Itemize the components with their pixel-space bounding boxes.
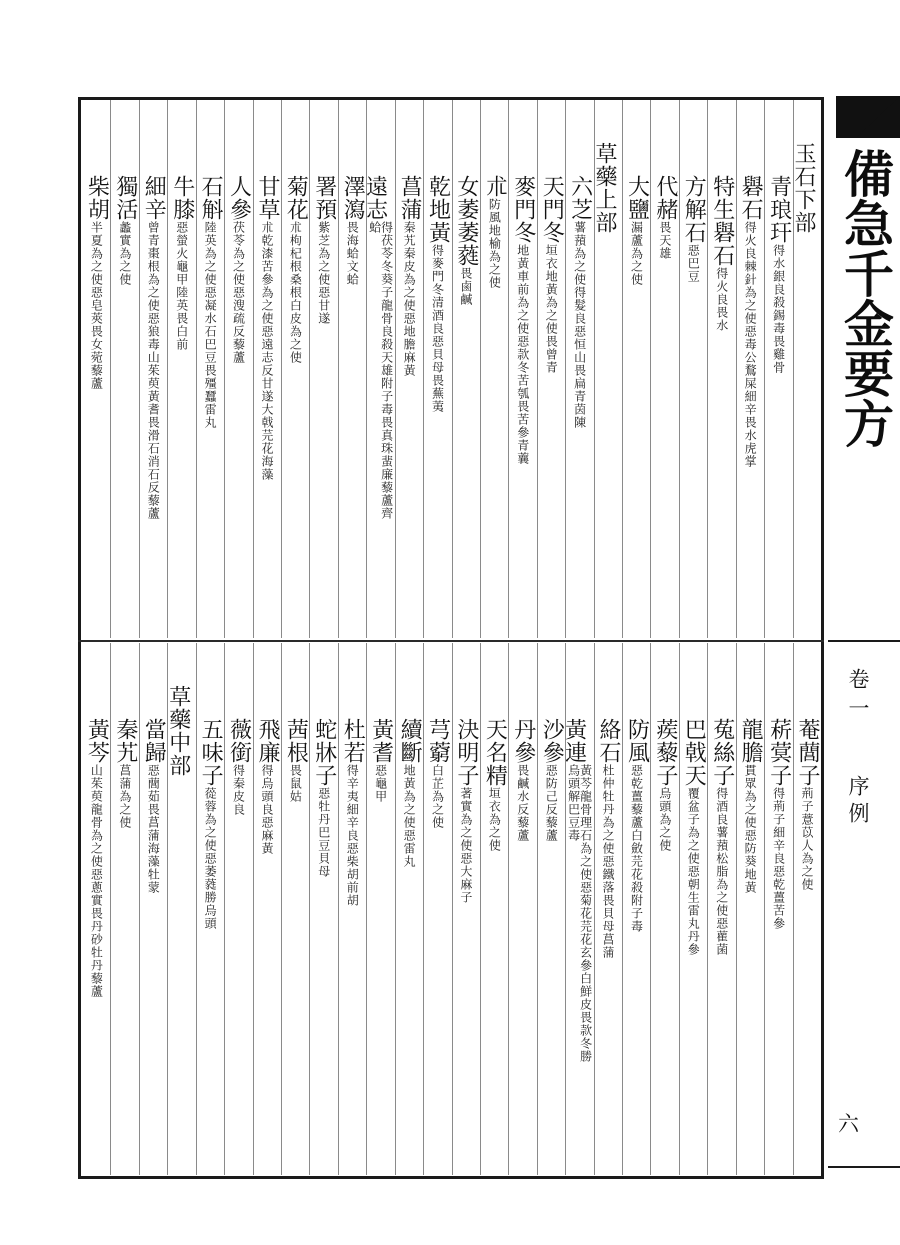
drug-entry	[340, 175, 364, 286]
column-rule	[793, 643, 794, 1175]
column-rule	[622, 100, 623, 638]
entry-annotation: 惡牡丹巴豆貝母	[316, 787, 331, 878]
column-rule	[508, 100, 509, 638]
entry-annotation: 畏鹵鹹	[458, 267, 473, 306]
entry-annotation: 得酒良薯蕷松脂為之使惡雚菌	[714, 787, 729, 956]
entry-name: 絡石	[596, 718, 622, 764]
column-rule	[565, 100, 566, 638]
drug-entry	[766, 718, 790, 930]
category-heading	[790, 142, 819, 234]
entry-annotation: 惡巴豆	[686, 244, 701, 283]
entry-name: 柴胡	[84, 175, 110, 221]
entry-name: 秦艽	[112, 718, 138, 764]
column-rule	[110, 100, 111, 638]
drug-entry	[198, 718, 222, 930]
drug-entry	[652, 718, 676, 852]
entry-annotation: 菖蒲為之使	[117, 764, 132, 829]
entry-annotation: 畏海蛤文蛤	[345, 221, 360, 286]
drug-entry	[397, 175, 421, 377]
entry-name: 甘草	[254, 175, 280, 221]
entry-annotation: 黃芩龍骨理石為之使惡菊花芫花玄參白鮮皮畏款冬勝烏頭解巴豆毒	[566, 764, 593, 1063]
column-rule	[764, 100, 765, 638]
entry-name: 人參	[226, 175, 252, 221]
column-rule	[395, 643, 396, 1175]
entry-name: 天名精	[482, 718, 508, 787]
drug-entry	[340, 718, 364, 907]
column-rule	[594, 643, 595, 1175]
drug-entry	[311, 718, 335, 878]
entry-name: 大鹽	[624, 175, 650, 221]
entry-annotation: 蓯蓉為之使惡萎蕤勝烏頭	[203, 787, 218, 930]
column-rule	[139, 643, 140, 1175]
drug-entry	[141, 175, 165, 520]
entry-name: 牛膝	[169, 175, 195, 221]
drug-entry	[112, 718, 136, 829]
drug-entry	[198, 175, 222, 429]
column-rule	[196, 100, 197, 638]
column-rule	[366, 100, 367, 638]
entry-annotation: 貫眾為之使惡防葵地黃	[743, 764, 758, 894]
drug-entry	[226, 718, 250, 816]
entry-annotation: 垣衣為之使	[487, 787, 502, 852]
drug-entry	[311, 175, 335, 325]
book-title: 備急千金要方	[836, 148, 895, 448]
entry-annotation: 得麥門冬清酒良惡貝母畏蕪荑	[430, 244, 445, 413]
drug-entry	[112, 175, 136, 286]
margin-divider-top	[828, 640, 900, 642]
column-rule	[423, 643, 424, 1175]
drug-entry	[425, 718, 449, 829]
column-rule	[309, 643, 310, 1175]
drug-entry	[454, 175, 478, 306]
entry-name: 獨活	[112, 175, 138, 221]
entry-name: 當歸	[141, 718, 167, 764]
column-rule	[594, 100, 595, 638]
drug-entry	[362, 175, 394, 521]
drug-entry	[84, 175, 108, 390]
column-rule	[253, 100, 254, 638]
drug-entry	[255, 718, 279, 855]
entry-name: 茜根	[283, 718, 309, 764]
entry-annotation: 朮乾漆苦參為之使惡遠志反甘遂大戟芫花海藻	[259, 221, 274, 481]
entry-annotation: 半夏為之使惡皂莢畏女菀藜蘆	[89, 221, 104, 390]
drug-entry	[709, 718, 733, 956]
column-rule	[395, 100, 396, 638]
column-rule	[537, 643, 538, 1175]
entry-annotation: 山茱萸龍骨為之使惡蔥實畏丹砂牡丹藜蘆	[89, 764, 104, 998]
entry-annotation: 著實為之使惡大麻子	[458, 787, 473, 904]
column-rule	[224, 100, 225, 638]
entry-name: 遠志	[362, 175, 388, 221]
drug-entry	[561, 718, 593, 1064]
entry-annotation: 得辛夷細辛良惡柴胡前胡	[345, 764, 360, 907]
entry-annotation: 地黃為之使惡雷丸	[402, 764, 417, 868]
section-label: 序例	[846, 775, 870, 829]
entry-annotation: 朮枸杞根桑根白皮為之使	[288, 221, 303, 364]
category-heading	[592, 142, 620, 234]
drug-entry	[567, 175, 591, 429]
drug-entry	[141, 718, 165, 894]
drug-entry	[681, 718, 705, 956]
column-rule	[452, 100, 453, 638]
drug-entry	[482, 718, 506, 852]
drug-entry	[368, 718, 392, 803]
entry-annotation: 畏天雄	[657, 221, 672, 260]
entry-annotation: 惡螢火龜甲陸英畏白前	[174, 221, 189, 351]
entry-annotation: 杜仲牡丹為之使惡鐵落畏貝母菖蒲	[601, 764, 616, 959]
column-rule	[650, 643, 651, 1175]
entry-name: 乾地黃	[425, 175, 451, 244]
drug-entry	[84, 718, 108, 998]
entry-name: 玉石下部	[790, 142, 816, 234]
entry-annotation: 茯苓為之使惡溲疏反藜蘆	[231, 221, 246, 364]
column-rule	[281, 643, 282, 1175]
column-rule	[537, 100, 538, 638]
page-number: 六	[838, 1112, 859, 1136]
entry-name: 六芝	[567, 175, 593, 221]
entry-annotation: 惡防己反藜蘆	[544, 764, 559, 842]
column-rule	[480, 100, 481, 638]
entry-name: 特生礜石	[709, 175, 735, 267]
entry-name: 決明子	[453, 718, 479, 787]
entry-name: 草藥中部	[165, 685, 191, 777]
entry-name: 杜若	[340, 718, 366, 764]
entry-name: 飛廉	[254, 718, 280, 764]
entry-name: 石斛	[198, 175, 224, 221]
entry-annotation: 畏鼠姑	[288, 764, 303, 803]
drug-entry	[169, 175, 193, 351]
entry-name: 麥門冬	[510, 175, 536, 244]
drug-entry	[482, 175, 506, 289]
entry-annotation: 得火良畏水	[714, 267, 729, 332]
column-rule	[110, 643, 111, 1175]
drug-entry	[652, 175, 676, 260]
entry-annotation: 惡䕡茹畏菖蒲海藻牡蒙	[146, 764, 161, 894]
entry-name: 代赭	[652, 175, 678, 221]
entry-annotation: 漏蘆為之使	[629, 221, 644, 286]
entry-name: 蒺藜子	[652, 718, 678, 787]
entry-name: 菟絲子	[709, 718, 735, 787]
entry-annotation: 得烏頭良惡麻黃	[259, 764, 274, 855]
entry-name: 黃芩	[84, 718, 110, 764]
entry-name: 丹參	[510, 718, 536, 764]
drug-entry	[510, 175, 534, 465]
entry-name: 菖蒲	[397, 175, 423, 221]
entry-name: 龍膽	[738, 718, 764, 764]
drug-entry	[738, 175, 762, 468]
entry-name: 五味子	[198, 718, 224, 787]
entry-name: 細辛	[141, 175, 167, 221]
entry-annotation: 荊子薏苡人為之使	[799, 787, 814, 891]
column-rule	[167, 100, 168, 638]
entry-name: 蛇牀子	[311, 718, 337, 787]
entry-name: 菊花	[283, 175, 309, 221]
column-rule	[622, 643, 623, 1175]
entry-name: 礜石	[738, 175, 764, 221]
entry-annotation: 防風地榆為之使	[487, 198, 502, 289]
entry-name: 防風	[624, 718, 650, 764]
entry-annotation: 得茯苓冬葵子龍骨良殺天雄附子毒畏真珠蜚廉藜蘆齊蛤	[367, 221, 394, 520]
entry-name: 署預	[311, 175, 337, 221]
entry-name: 芎藭	[425, 718, 451, 764]
entry-name: 澤瀉	[340, 175, 366, 221]
column-rule	[679, 100, 680, 638]
entry-annotation: 得水銀良殺錫毒畏雞骨	[771, 244, 786, 374]
entry-annotation: 白芷為之使	[430, 764, 445, 829]
entry-name: 沙參	[539, 718, 565, 764]
column-rule	[679, 643, 680, 1175]
drug-entry	[681, 175, 705, 283]
volume-label: 卷一	[846, 668, 870, 726]
entry-annotation: 薯蕷為之使得髮良惡恒山畏扁青茵陳	[572, 221, 587, 429]
drug-entry	[283, 718, 307, 803]
column-rule	[423, 100, 424, 638]
column-rule	[309, 100, 310, 638]
entry-name: 巴戟天	[681, 718, 707, 787]
title-bar-marker	[836, 96, 900, 138]
entry-annotation: 得荊子細辛良惡乾薑苦參	[771, 787, 786, 930]
column-rule	[707, 100, 708, 638]
entry-annotation: 秦艽秦皮為之使惡地膽麻黃	[402, 221, 417, 377]
entry-name: 菥蓂子	[766, 718, 792, 787]
column-rule	[793, 100, 794, 638]
drug-entry	[454, 718, 478, 904]
entry-annotation: 蠡實為之使	[117, 221, 132, 286]
drug-entry	[624, 175, 648, 286]
entry-annotation: 垣衣地黃為之使畏曾青	[544, 244, 559, 374]
drug-entry	[596, 718, 620, 959]
entry-annotation: 覆盆子為之使惡朝生雷丸丹參	[686, 787, 701, 956]
drug-entry	[425, 175, 449, 413]
entry-annotation: 陸英為之使惡凝水石巴豆畏殭蠶雷丸	[203, 221, 218, 429]
column-rule	[338, 100, 339, 638]
column-rule	[736, 643, 737, 1175]
drug-entry	[255, 175, 279, 481]
entry-name: 續斷	[397, 718, 423, 764]
column-rule	[736, 100, 737, 638]
entry-name: 草藥上部	[592, 142, 618, 234]
entry-annotation: 烏頭為之使	[657, 787, 672, 852]
column-rule	[196, 643, 197, 1175]
entry-annotation: 得火良棘針為之使惡毒公鶩屎細辛畏水虎掌	[743, 221, 758, 468]
column-rule	[281, 100, 282, 638]
entry-name: 薇銜	[226, 718, 252, 764]
entry-annotation: 地黃車前為之使惡款冬苦瓠畏苦參青蘘	[515, 244, 530, 465]
category-heading	[165, 685, 193, 777]
column-rule	[452, 643, 453, 1175]
drug-entry	[510, 718, 534, 842]
entry-name: 黃耆	[368, 718, 394, 764]
entry-name: 方解石	[681, 175, 707, 244]
drug-entry	[766, 175, 790, 374]
drug-entry	[709, 175, 733, 332]
entry-annotation: 惡乾薑藜蘆白斂芫花殺附子毒	[629, 764, 644, 933]
column-rule	[707, 643, 708, 1175]
column-rule	[253, 643, 254, 1175]
entry-name: 天門冬	[539, 175, 565, 244]
drug-entry	[226, 175, 250, 364]
entry-annotation: 惡龜甲	[373, 764, 388, 803]
margin-divider-bottom	[828, 1166, 900, 1168]
drug-entry	[397, 718, 421, 868]
drug-entry	[283, 175, 307, 364]
column-rule	[366, 643, 367, 1175]
entry-name: 女萎萎蕤	[453, 175, 479, 267]
entry-name: 青琅玕	[766, 175, 792, 244]
column-rule	[338, 643, 339, 1175]
column-rule	[650, 100, 651, 638]
entry-annotation: 紫芝為之使惡甘遂	[316, 221, 331, 325]
entry-name: 朮	[482, 175, 508, 198]
entry-annotation: 畏鹹水反藜蘆	[515, 764, 530, 842]
drug-entry	[795, 718, 819, 891]
drug-entry	[539, 718, 563, 842]
column-rule	[139, 100, 140, 638]
half-divider	[78, 640, 824, 642]
entry-annotation: 得秦皮良	[231, 764, 246, 816]
entry-name: 菴䕡子	[794, 718, 820, 787]
drug-entry	[624, 718, 648, 933]
column-rule	[508, 643, 509, 1175]
column-rule	[565, 643, 566, 1175]
column-rule	[764, 643, 765, 1175]
drug-entry	[738, 718, 762, 894]
drug-entry	[539, 175, 563, 374]
column-rule	[224, 643, 225, 1175]
column-rule	[480, 643, 481, 1175]
entry-name: 黃連	[561, 718, 587, 764]
entry-annotation: 曾青棗根為之使惡狼毒山茱萸黃耆畏滑石消石反藜蘆	[146, 221, 161, 520]
column-rule	[167, 643, 168, 1175]
